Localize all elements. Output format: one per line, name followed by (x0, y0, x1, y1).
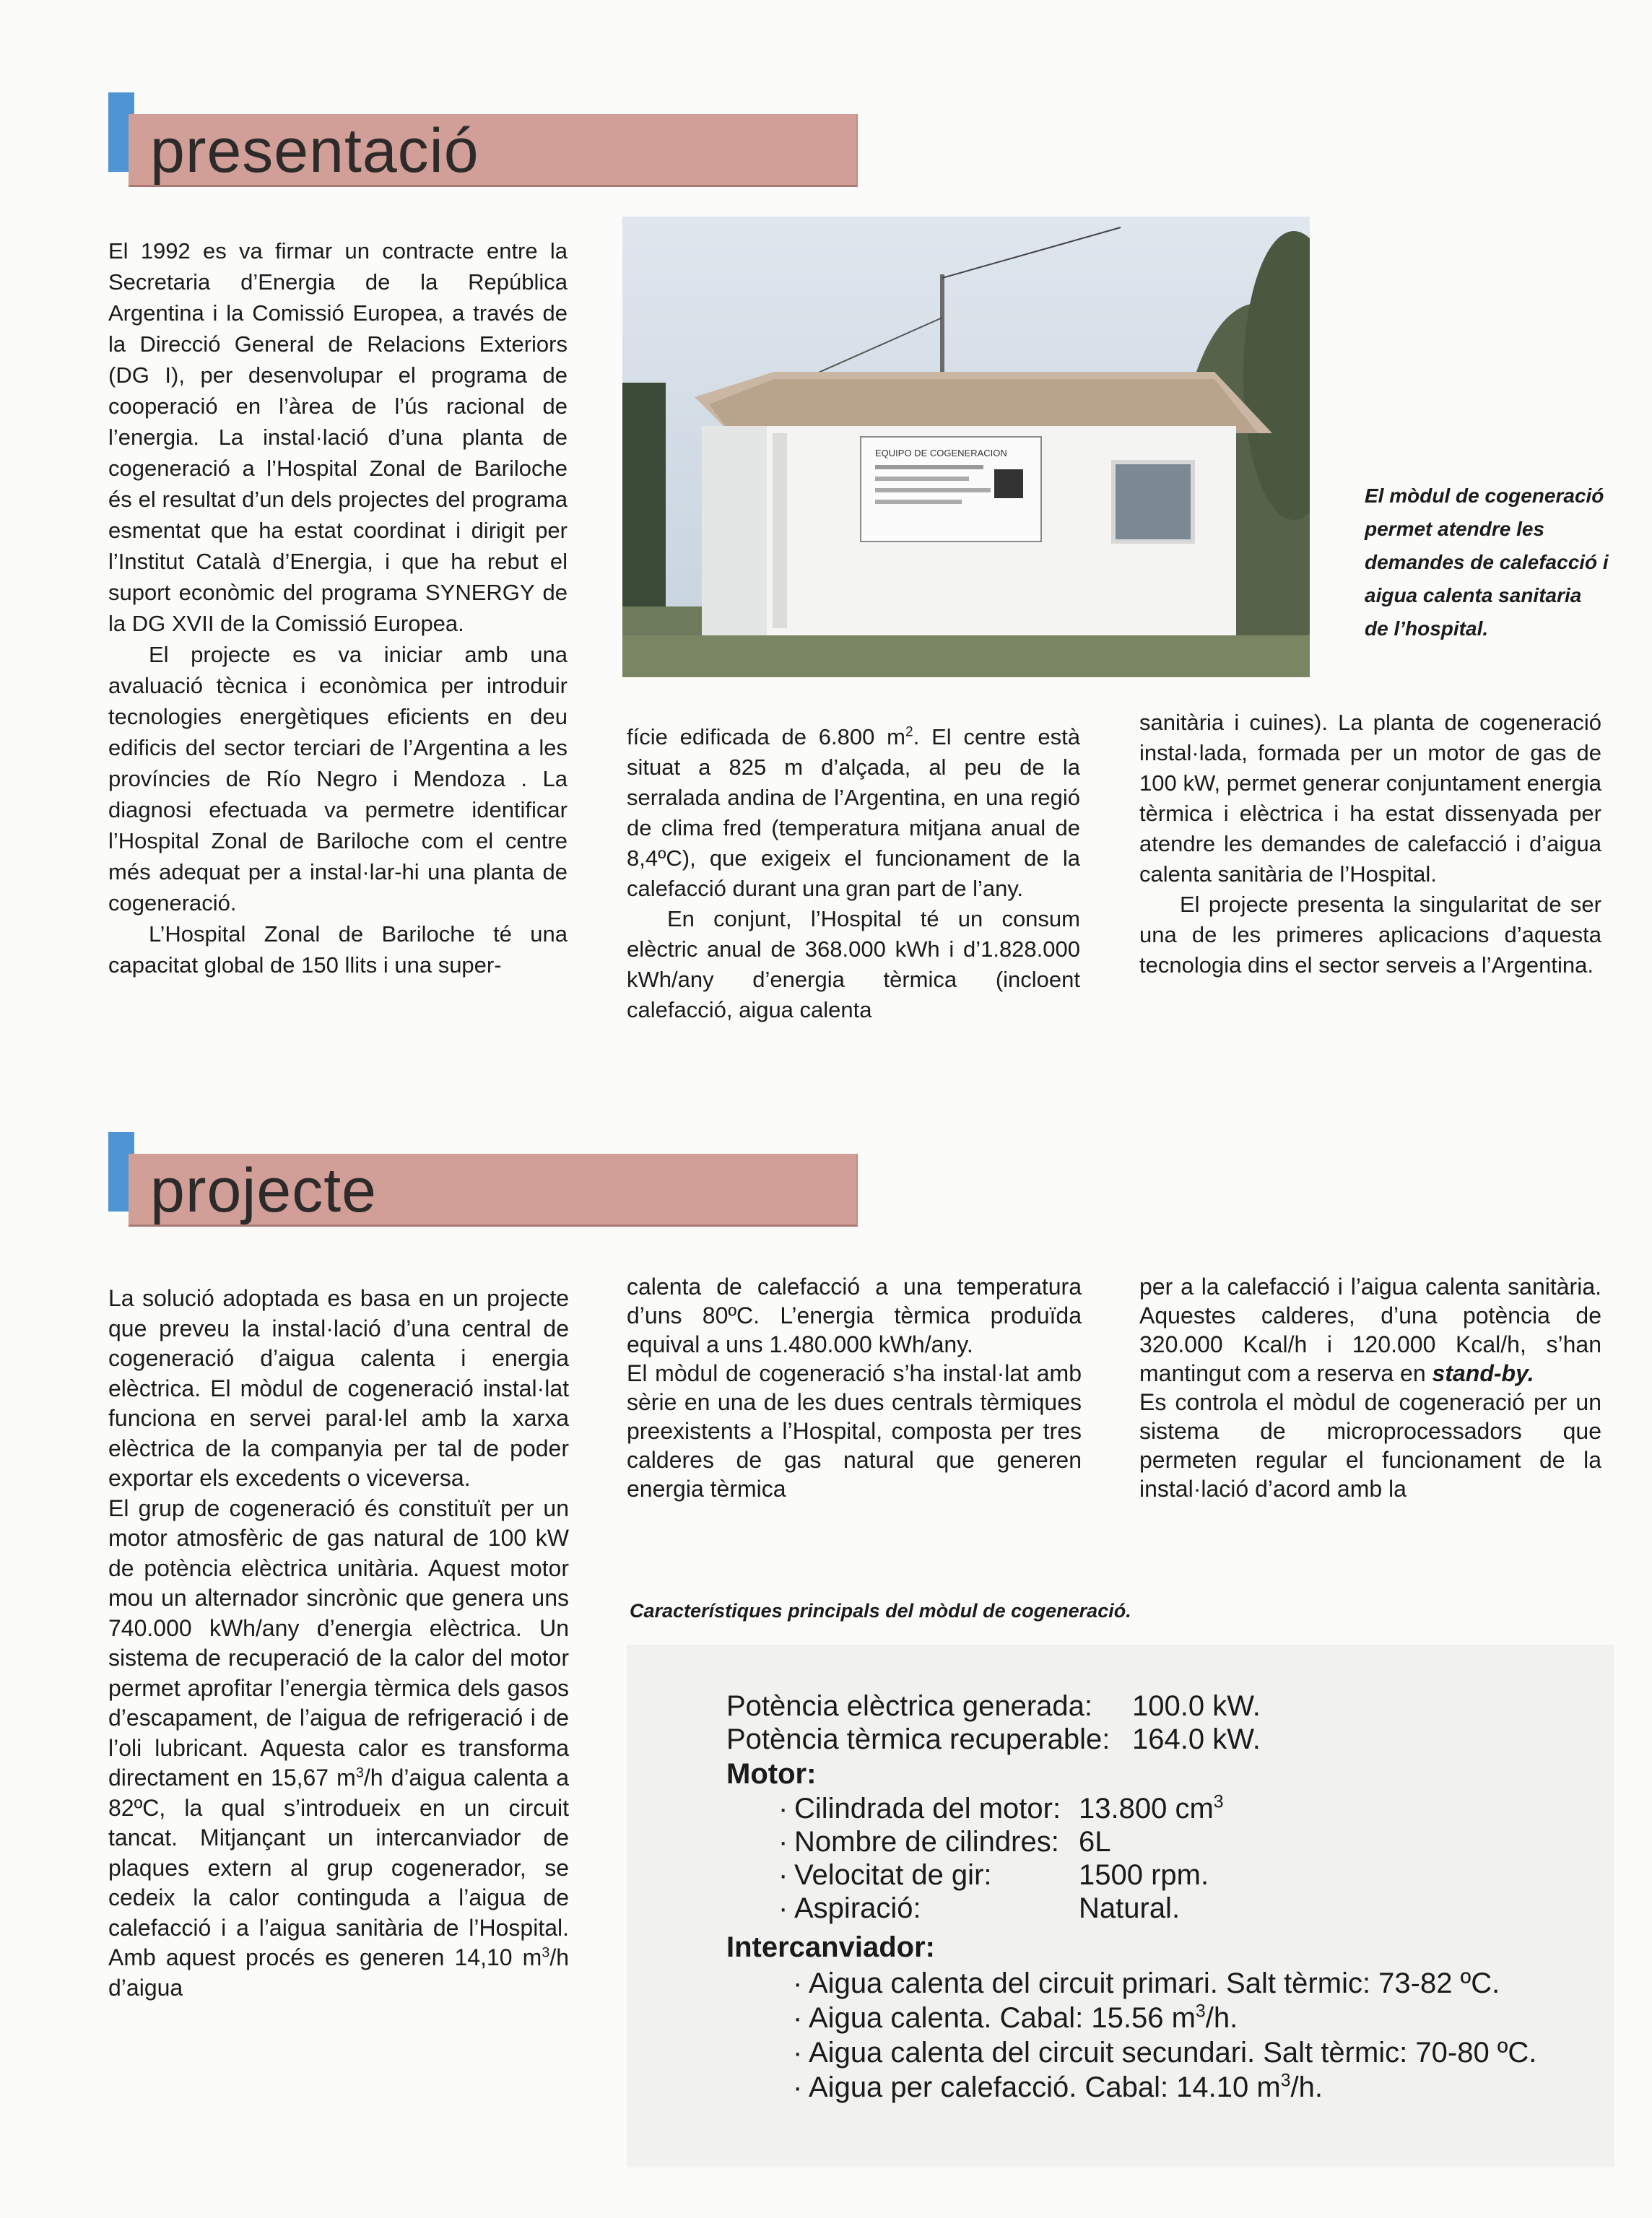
text-run: per a la calefacció i l’aigua calenta sanitària. Aquestes calderes, d’una potència de 320.000 Kcal/h i 120.000 Kcal/h, s’han mantingut com a reserva en (1139, 1274, 1601, 1386)
text-run-emphasis: stand-by. (1432, 1360, 1534, 1386)
spec-value: Natural. (1079, 1892, 1181, 1924)
spec-label (778, 1792, 1061, 1825)
spec-value: 100.0 kW. (1132, 1690, 1261, 1722)
spec-label (778, 1858, 992, 1892)
spec-label: Potència tèrmica recuperable: (726, 1723, 1110, 1755)
paragraph: Es controla el mòdul de cogeneració per un sistema de microprocessadors que permeten regular el funcionament de la instal·lació d’acord amb la (1139, 1389, 1601, 1502)
bullet: · (793, 2037, 803, 2069)
spec-label (778, 1825, 1059, 1858)
paragraph: El projecte es va iniciar amb una avaluació tècnica i econòmica per introduir tecnologies energètiques eficients en deu edificis del sector terciari de l’Argentina a les províncies de Río Negro i Mendoza . La diagnosi efectuada va permetre identificar l’Hospital Zonal de Bariloche com el centre més adequat per a instal·lar-hi una planta de cogeneració. (108, 642, 568, 916)
paragraph: sanitària i cuines). La planta de cogeneració instal·lada, formada per un motor de gas de 100 kW, permet generar conjuntament energia tèrmica i elèctrica i ha estat dissenyada per atendre les demandes de calefacció i d’aigua calenta sanitària de l’Hospital. (1139, 710, 1601, 887)
text-run: /h d’aigua (108, 1944, 569, 2001)
spec-value (1079, 1792, 1224, 1825)
presentacio-column-1 (108, 235, 568, 980)
bullet: · (793, 2071, 803, 2103)
bullet: · (778, 1892, 788, 1924)
superscript: 3 (355, 1765, 364, 1781)
text-run: Velocitat de gir: (794, 1859, 992, 1891)
spec-row (793, 2036, 1536, 2069)
section-header-projecte (108, 1132, 859, 1233)
superscript: 3 (542, 1944, 550, 1961)
paragraph: El 1992 es va firmar un contracte entre la Secretaria d’Energia de la República Argentina i la Comissió Europea, a través de la Direcció General de Relacions Exteriors (DG I), per desenvolupar el programa de cooperació en l’àrea de l’ús racional de l’energia. La instal·lació d’una planta de cogeneració a l’Hospital Zonal de Bariloche és el resultat d’un dels projectes del programa esmentat que ha estat coordinat i dirigit per l’Institut Català d’Energia, i que ha rebut el suport econòmic del programa SYNERGY de la DG XVII de la Comissió Europea. (108, 238, 568, 636)
text-run: Aigua calenta. Cabal: 15.56 m (809, 2002, 1196, 2034)
text-run: 13.800 cm (1079, 1793, 1214, 1825)
paragraph (627, 722, 1080, 904)
paragraph: El projecte presenta la singularitat de ser una de les primeres aplicacions d’aquesta tecnologia dins el sector serveis a l’Argentina. (1139, 892, 1601, 978)
spec-row (793, 2071, 1323, 2104)
text-run: /h. (1205, 2002, 1238, 2034)
projecte-column-2 (627, 1272, 1082, 1503)
paragraph: En conjunt, l’Hospital té un consum elèctric anual de 368.000 kWh i d’1.828.000 kWh/any d’energia tèrmica (incloent calefacció, aigua calenta (627, 906, 1080, 1022)
paragraph (1139, 1272, 1601, 1388)
table-caption: Característiques principals del mòdul de cogeneració. (630, 1600, 1131, 1622)
text-run: Aigua per calefacció. Cabal: 14.10 m (809, 2071, 1281, 2103)
bullet: · (778, 1826, 788, 1858)
bullet: · (778, 1793, 788, 1825)
text-run: El grup de cogeneració és constituït per un motor atmosfèric de gas natural de 100 kW de potència elèctrica unitària. Aquest motor mou un alternador sincrònic que genera uns 740.000 kWh/any d’energia elèctrica. Un sistema de recuperació de la calor del motor permet aprofitar l’energia tèrmica dels gasos d’escapament, de l’aigua de refrigeració i de l’oli lubricant. Aquesta calor es transforma directament en 15,67 m (108, 1495, 569, 1791)
spec-value: 164.0 kW. (1132, 1723, 1261, 1755)
sign-text: EQUIPO DE COGENERACION (875, 448, 1007, 458)
spec-row (793, 1967, 1500, 2000)
projecte-column-1 (108, 1284, 569, 2003)
spec-heading-intercanviador: Intercanviador: (726, 1931, 935, 1963)
paragraph: La solució adoptada es basa en un projecte que preveu la instal·lació d’una central de cogeneració d’aigua calenta i energia elèctrica. El mòdul de cogeneració instal·lat funciona en servei paral·lel amb la xarxa elèctrica de la companyia per tal de poder exportar els excedents o viceversa. (108, 1285, 569, 1491)
text-run: Aspiració: (794, 1892, 921, 1924)
text-run: /h d’aigua calenta a 82ºC, la qual s’introdueix en un circuit tancat. Mitjançant un intercanviador de plaques extern al grup cogenerador, se cedeix la calor contingudа a l’aigua de calefacció i a l’aigua sanitària de l’Hospital. Amb aquest procés es generen 14,10 m (108, 1765, 570, 1970)
presentacio-column-3 (1139, 708, 1601, 980)
section-title: projecte (150, 1156, 377, 1225)
bullet: · (778, 1859, 788, 1891)
superscript: 3 (1280, 2071, 1291, 2091)
text-run: fície edificada de 6.800 m (627, 724, 905, 749)
spec-heading-motor: Motor: (726, 1758, 817, 1790)
paragraph: El mòdul de cogeneració s’ha instal·lat amb sèrie en una de les dues centrals tèrmiques preexistents a l’Hospital, composta per tres calderes de gas natural que generen energia tèrmica (627, 1360, 1082, 1502)
projecte-column-3 (1139, 1272, 1601, 1503)
spec-label (778, 1892, 921, 1925)
text-run: Nombre de cilindres: (794, 1826, 1059, 1858)
superscript: 2 (905, 724, 913, 740)
paragraph (108, 1494, 569, 2004)
text-run: Aigua calenta del circuit secundari. Salt tèrmic: 70-80 ºC. (809, 2037, 1537, 2069)
bullet: · (793, 1967, 803, 1999)
text-run: . El centre està situat a 825 m d’alçada, al peu de la serralada andina de l’Argentina, en una regió de clima fred (temperatura mitjana anual de 8,4ºC), que exigeix el funcionament de la calefacció durant una gran part de l’any. (627, 724, 1080, 901)
paragraph: calenta de calefacció a una temperatura d’uns 80ºC. L’energia tèrmica produïda equival a uns 1.480.000 kWh/any. (627, 1274, 1082, 1357)
building-photo (622, 217, 1310, 677)
presentacio-column-2 (627, 722, 1080, 1025)
spec-label: Potència elèctrica generada: (726, 1690, 1092, 1722)
cogeneration-building-image (622, 217, 1310, 677)
paragraph: L’Hospital Zonal de Bariloche té una capacitat global de 150 llits i una super- (108, 921, 568, 978)
text-run: Aigua calenta del circuit primari. Salt tèrmic: 73-82 ºC. (809, 1967, 1500, 1999)
text-run: /h. (1290, 2071, 1323, 2103)
bullet: · (793, 2002, 803, 2034)
spec-value: 6L (1079, 1826, 1111, 1858)
spec-value: 1500 rpm. (1079, 1859, 1209, 1891)
section-header-presentacio (108, 92, 859, 193)
section-title: presentació (150, 116, 479, 186)
superscript: 3 (1213, 1792, 1224, 1812)
specifications-box (627, 1645, 1614, 2167)
photo-caption: El mòdul de cogeneració permet atendre les demandes de calefacció i aigua calenta sanitaria de l’hospital. (1365, 484, 1609, 640)
text-run: Cilindrada del motor: (794, 1793, 1061, 1825)
superscript: 3 (1195, 2001, 1206, 2022)
spec-row (793, 2001, 1238, 2035)
